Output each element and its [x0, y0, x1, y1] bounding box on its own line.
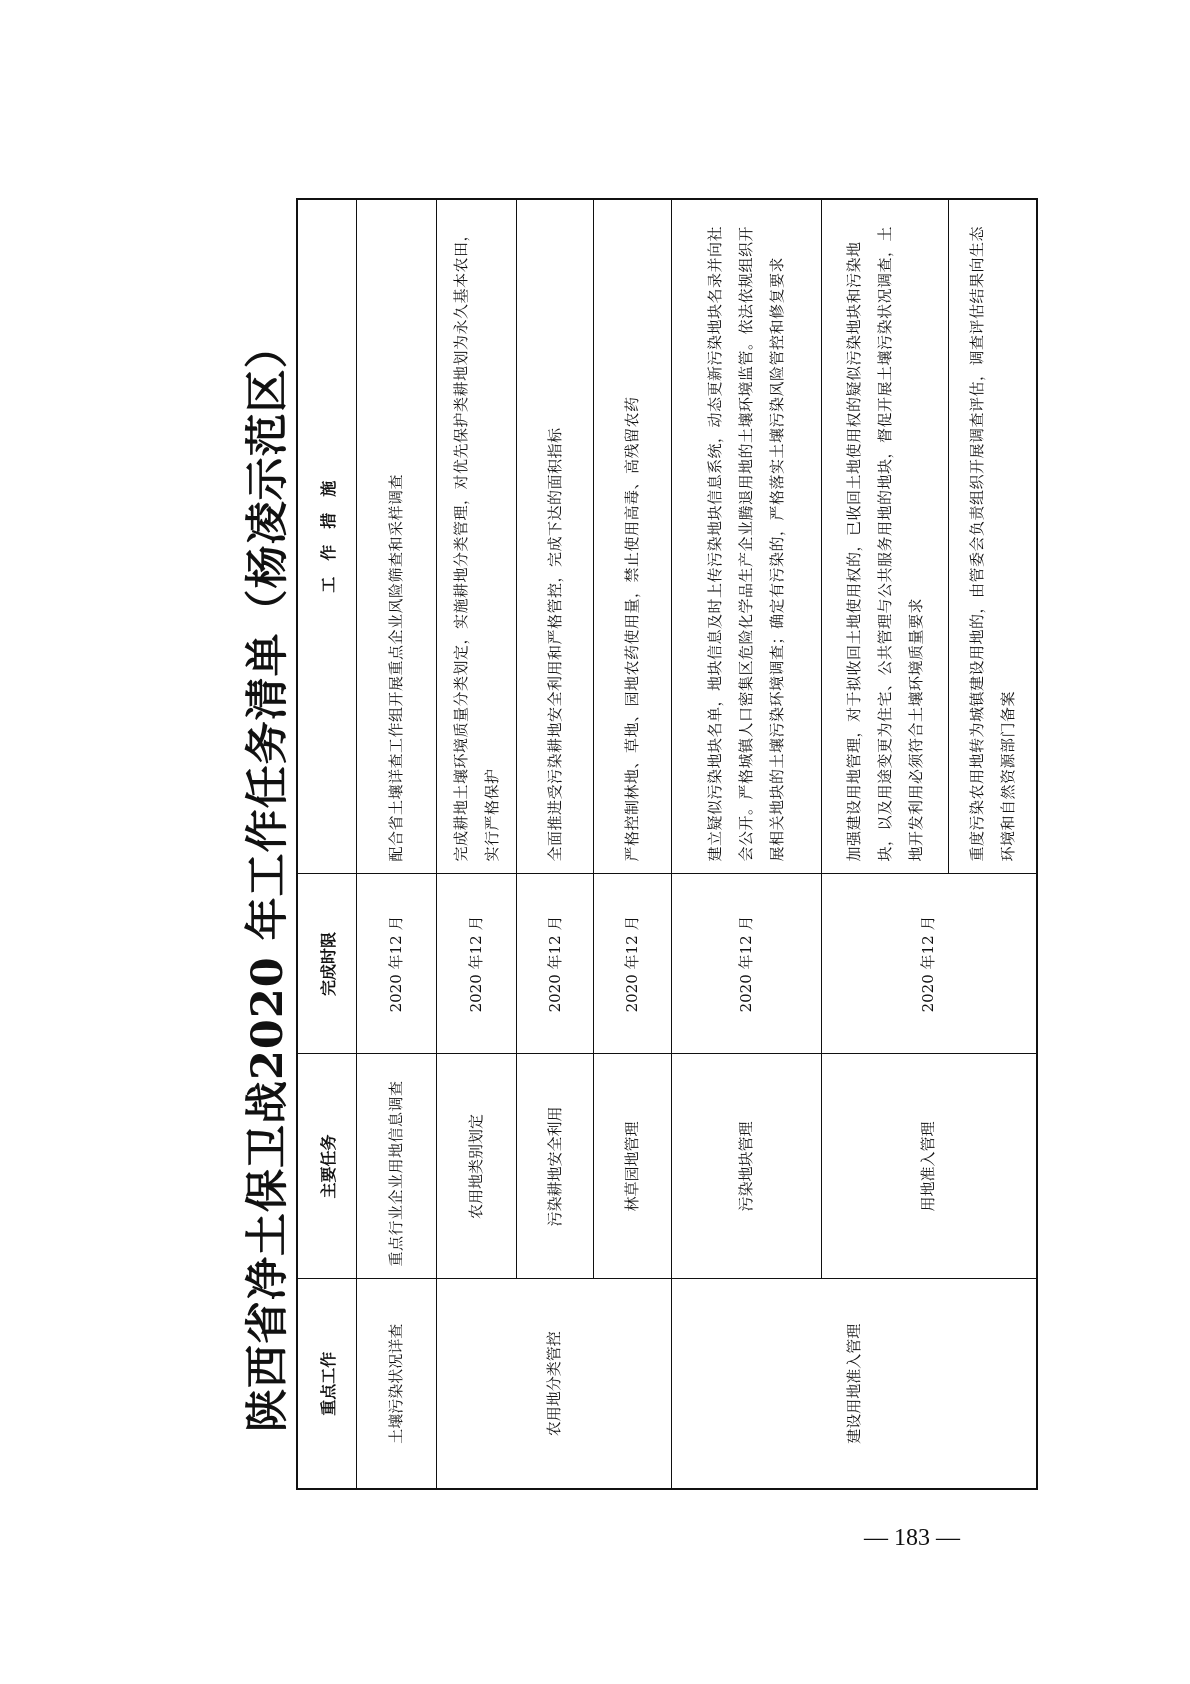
measures-cell: 完成耕地土壤环境质量分类划定，实施耕地分类管理，对优先保护类耕地划为永久基本农田，实行严格保护 [437, 199, 517, 874]
page-title: 陕西省净土保卫战2020 年工作任务清单（杨凌示范区） [243, 324, 293, 1432]
table-row [437, 199, 517, 1489]
measures-cell: 重度污染农用地转为城镇建设用地的，由管委会负责组织开展调查评估，调查评估结果向生态环境和自然资源部门备案 [949, 199, 1037, 874]
page-number: — 183 — [864, 1525, 960, 1551]
key-work-cell: 农用地分类管控 [437, 1279, 672, 1489]
table-row [357, 199, 437, 1489]
measures-cell: 全面推进受污染耕地安全利用和严格管控，完成下达的面积指标 [517, 199, 594, 874]
key-work-cell: 土壤污染状况详查 [357, 1279, 437, 1489]
main-task-cell: 农用地类别划定 [437, 1054, 517, 1279]
table-row [672, 199, 822, 1489]
header-deadline: 完成时限 [297, 874, 357, 1054]
main-task-cell: 重点行业企业用地信息调查 [357, 1054, 437, 1279]
header-main-task: 主要任务 [297, 1054, 357, 1279]
header-key-work: 重点工作 [297, 1279, 357, 1489]
deadline-cell: 2020 年12 月 [594, 874, 672, 1054]
measures-cell: 建立疑似污染地块名单，地块信息及时上传污染地块信息系统，动态更新污染地块名录并向社会公开。严格城镇人口密集区危险化学品生产企业腾退用地的土壤环境监管。依法依规组织开展相关地块的土壤污染环境调查；确定有污染的，严格落实土壤污染风险管控和修复要求 [672, 199, 822, 874]
main-task-cell: 污染耕地安全利用 [517, 1054, 594, 1279]
measures-cell: 配合省土壤详查工作组开展重点企业风险筛查和采样调查 [357, 199, 437, 874]
deadline-cell: 2020 年12 月 [672, 874, 822, 1054]
task-table [296, 198, 1038, 1490]
task-table-container [296, 200, 1038, 1490]
header-measures: 工 作 措 施 [297, 199, 357, 874]
measures-cell: 加强建设用地管理，对于拟收回土地使用权的，已收回土地使用权的疑似污染地块和污染地块，以及用途变更为住宅、公共管理与公共服务用地的地块，督促开展土壤污染状况调查，土地开发利用必须符合土壤环境质量要求 [821, 199, 948, 874]
main-task-cell: 林草园地管理 [594, 1054, 672, 1279]
main-task-cell: 污染地块管理 [672, 1054, 822, 1279]
deadline-cell: 2020 年12 月 [357, 874, 437, 1054]
key-work-cell: 建设用地准入管理 [672, 1279, 1037, 1489]
deadline-cell: 2020 年12 月 [517, 874, 594, 1054]
deadline-cell: 2020 年12 月 [437, 874, 517, 1054]
main-task-cell: 用地准入管理 [821, 1054, 1037, 1279]
table-header-row [297, 199, 357, 1489]
measures-cell: 严格控制林地、草地、园地农药使用量，禁止使用高毒、高残留农药 [594, 199, 672, 874]
deadline-cell: 2020 年12 月 [821, 874, 1037, 1054]
